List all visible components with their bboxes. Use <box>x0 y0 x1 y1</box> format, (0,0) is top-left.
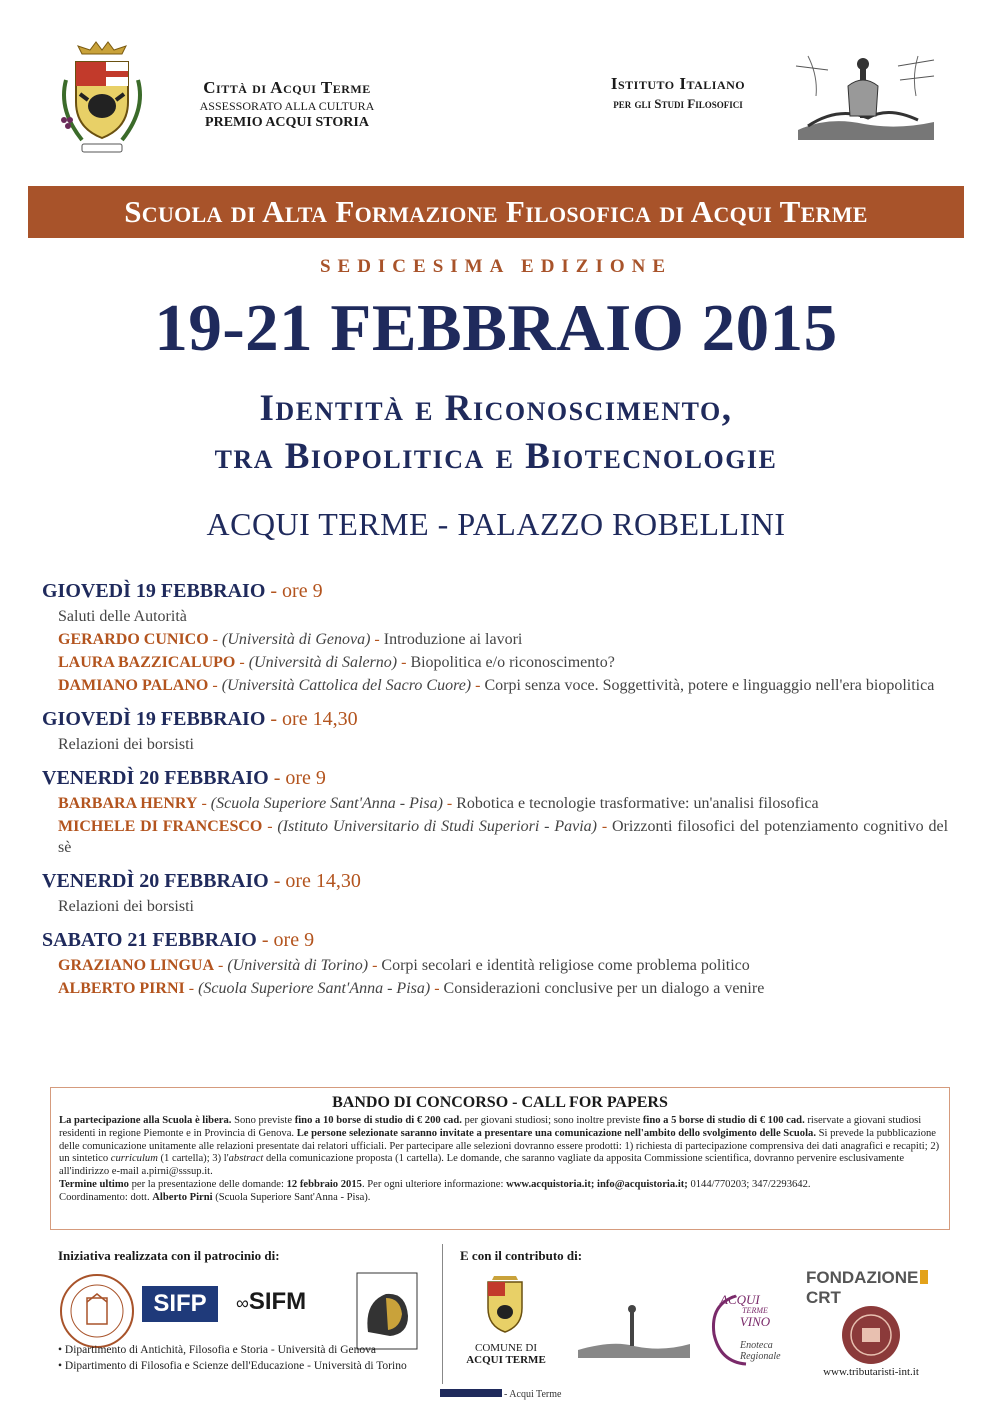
day-time: - ore 14,30 <box>268 870 361 892</box>
contributo-label: E con il contributo di: <box>460 1248 583 1263</box>
crt-text: CRT <box>806 1288 841 1307</box>
vino-line-3: VINO <box>739 1314 771 1329</box>
dept-genova: • Dipartimento di Antichità, Filosofia e Storia - Università di Genova <box>58 1344 376 1356</box>
day-name: GIOVEDÌ 19 FEBBRAIO <box>42 708 266 730</box>
talk-title: Introduzione ai lavori <box>383 631 523 648</box>
program-item: DAMIANO PALANO - (Università Cattolica del Sacro Cuore) - Corpi senza voce. Soggettività, potere e linguaggio nell'era biopolitica <box>58 677 935 694</box>
cfp-text: abstract <box>228 1153 264 1165</box>
premio: PREMIO ACQUI STORIA <box>205 115 369 130</box>
patrocinio-label: Iniziativa realizzata con il patrocinio di: <box>58 1248 280 1263</box>
affiliation: (Scuola Superiore Sant'Anna - Pisa) <box>210 795 443 812</box>
affiliation: (Università di Torino) <box>227 957 369 974</box>
cfp-text: fino a 5 borse di studio di € 100 cad. <box>642 1115 805 1126</box>
cfp-text: Le persone selezionate saranno invitate a presentare una comunicazione nell'ambito dello svolgimento delle Scuola. <box>296 1127 816 1139</box>
engraving-logo-icon <box>788 46 942 146</box>
affiliation: (Scuola Superiore Sant'Anna - Pisa) <box>198 980 431 997</box>
program-item: GRAZIANO LINGUA - (Università di Torino) - Corpi secolari e identità religiose come problema politico <box>58 957 750 974</box>
call-for-papers-box <box>50 1087 950 1230</box>
day-heading <box>42 868 948 894</box>
day-heading <box>42 765 948 791</box>
institute-sub: per gli Studi Filosofici <box>613 96 743 111</box>
cfp-text: (Scuola Superiore Sant'Anna - Pisa). <box>212 1191 371 1203</box>
talk-title: Robotica e tecnologie trasformative: un'analisi filosofica <box>456 795 819 812</box>
cfp-text: . Per ogni ulteriore informazione: <box>361 1178 507 1190</box>
cfp-text: per la presentazione delle domande: <box>128 1178 287 1190</box>
tributaristi-url[interactable]: www.tributaristi-int.it <box>823 1366 919 1378</box>
day-section <box>42 868 948 917</box>
day-name: VENERDÌ 20 FEBBRAIO <box>42 767 269 789</box>
program-item: Relazioni dei borsisti <box>58 898 194 915</box>
affiliation: (Università di Salerno) <box>248 654 398 671</box>
event-subtitle <box>0 385 992 481</box>
printer-text: - Acqui Terme <box>504 1389 562 1400</box>
acqui-terme-crest-icon <box>52 40 152 158</box>
affiliation: (Istituto Universitario di Studi Superiori - Pavia) <box>277 818 597 835</box>
institute-block <box>572 74 784 112</box>
cfp-text: (1 cartella); 3) l' <box>157 1153 229 1165</box>
subtitle-line-1: Identità e Riconoscimento, <box>259 388 733 429</box>
speaker: LAURA BAZZICALUPO <box>58 654 236 671</box>
speaker: GRAZIANO LINGUA <box>58 957 215 974</box>
institute-name: Istituto Italiano <box>610 74 746 93</box>
banner-title: Scuola di Alta Formazione Filosofica di Acqui Terme <box>124 194 868 229</box>
program-item: Relazioni dei borsisti <box>58 736 194 753</box>
day-time: - ore 9 <box>268 767 326 789</box>
event-date: 19-21 FEBBRAIO 2015 <box>154 291 838 365</box>
speaker: ALBERTO PIRNI <box>58 980 185 997</box>
footer-divider <box>442 1244 443 1384</box>
venue: ACQUI TERME - PALAZZO ROBELLINI <box>206 506 786 542</box>
printer-logo-icon <box>440 1389 502 1397</box>
day-heading <box>42 578 948 604</box>
speaker: GERARDO CUNICO <box>58 631 209 648</box>
fondazione-crt-logo <box>806 1268 942 1307</box>
talk-title: Corpi secolari e identità religiose come problema politico <box>381 957 750 974</box>
program-item: MICHELE DI FRANCESCO - (Istituto Universitario di Studi Superiori - Pavia) - Orizzonti filosofici del potenziamento cognitivo del sè <box>58 818 949 856</box>
printer-credit <box>440 1389 561 1400</box>
tributaristi-seal-icon <box>840 1304 902 1366</box>
day-heading <box>42 706 948 732</box>
city-name: Città di Acqui Terme <box>203 78 371 97</box>
cfp-text: fino a 10 borse di studio di € 200 cad. <box>294 1115 462 1126</box>
cfp-text: per giovani studiosi; sono inoltre previste <box>461 1115 643 1126</box>
day-name: GIOVEDÌ 19 FEBBRAIO <box>42 580 266 602</box>
cfp-text: riservate a giovani studiosi residenti in regione Piemonte e in Provincia di Genova. <box>59 1115 922 1139</box>
subtitle-line-2: tra Biopolitica e Biotecnologie <box>214 436 778 477</box>
edition: SEDICESIMA EDIZIONE <box>319 256 673 277</box>
acqui-terme-vino-logo <box>706 1290 792 1370</box>
enoteca-line-1: Enoteca <box>740 1340 773 1351</box>
affiliation: (Università Cattolica del Sacro Cuore) <box>221 677 472 694</box>
fondazione-text: FONDAZIONE <box>806 1268 919 1287</box>
sifp-logo <box>142 1286 218 1322</box>
enoteca-line-2: Regionale <box>740 1351 781 1362</box>
city-block <box>162 78 412 131</box>
program-item: BARBARA HENRY - (Scuola Superiore Sant'Anna - Pisa) - Robotica e tecnologie trasformative: un'analisi filosofica <box>58 795 819 812</box>
school-banner <box>28 186 964 238</box>
comune-label <box>446 1342 566 1366</box>
speaker: DAMIANO PALANO <box>58 677 209 694</box>
talk-title: Biopolitica e/o riconoscimento? <box>410 654 615 671</box>
comune-line-1: COMUNE DI <box>474 1342 538 1354</box>
talk-title: Corpi senza voce. Soggettività, potere e linguaggio nell'era biopolitica <box>484 677 935 694</box>
dept-torino: • Dipartimento di Filosofia e Scienze dell'Educazione - Università di Torino <box>58 1360 407 1372</box>
program-item: Saluti delle Autorità <box>58 608 187 625</box>
day-time: - ore 14,30 <box>265 708 358 730</box>
cfp-text: curriculum <box>110 1153 158 1165</box>
sifp-text: SIFP <box>153 1290 207 1317</box>
cfp-text: della comunicazione proposta (1 cartella). Le domande, che saranno vagliate da apposita Commissione scientifica, dovranno pervenire esclusivamente all'indirizzo e-mail a.pirni@sssup.it. <box>59 1153 905 1178</box>
affiliation: (Università di Genova) <box>222 631 371 648</box>
cfp-body <box>59 1115 941 1205</box>
day-section <box>42 765 948 858</box>
program-item: GERARDO CUNICO - (Università di Genova) - Introduzione ai lavori <box>58 631 523 648</box>
day-heading <box>42 927 948 953</box>
sifm-logo: ∞SIFM <box>236 1288 307 1315</box>
day-time: - ore 9 <box>265 580 323 602</box>
assessorato: ASSESSORATO ALLA CULTURA <box>199 99 375 113</box>
comune-crest-icon <box>478 1272 532 1338</box>
cfp-text: Termine ultimo <box>59 1178 129 1190</box>
cfp-text: 12 febbraio 2015 <box>286 1178 362 1190</box>
neuroethics-society-logo-icon <box>356 1272 418 1350</box>
header-left <box>52 40 412 160</box>
sifm-text: SIFM <box>248 1288 307 1315</box>
cfp-text: Si prevede la pubblicazione delle comunicazione unitamente alle relazioni presentate dai relatori ufficiali. Per partecipare alle selezioni dovranno essere prodotti: 1) richiesta di partecipazione comprensiva dei dati anagrafici e recapiti; 2) un sintetico <box>59 1127 940 1165</box>
day-time: - ore 9 <box>256 929 315 951</box>
cfp-text: Alberto Pirni <box>152 1191 213 1203</box>
day-section <box>42 927 948 999</box>
cfp-link[interactable]: www.acquistoria.it; info@acquistoria.it; <box>506 1178 688 1190</box>
cfp-text: 0144/770203; 347/2293642. <box>687 1178 811 1190</box>
enoteca-text <box>740 1340 781 1362</box>
cfp-text: Coordinamento: dott. <box>59 1191 153 1203</box>
cfp-text: Sono previste <box>231 1115 295 1126</box>
sant-anna-seal-icon <box>58 1272 136 1350</box>
day-name: SABATO 21 FEBBRAIO <box>42 929 257 951</box>
talk-title: Considerazioni conclusive per un dialogo a venire <box>443 980 765 997</box>
vino-line-2: TERME <box>742 1306 768 1315</box>
programme <box>42 578 948 1009</box>
program-item: LAURA BAZZICALUPO - (Università di Salerno) - Biopolitica e/o riconoscimento? <box>58 654 615 671</box>
talk-title: Orizzonti filosofici del potenziamento cognitivo del sè <box>58 818 949 856</box>
program-item: ALBERTO PIRNI - (Scuola Superiore Sant'Anna - Pisa) - Considerazioni conclusive per un dialogo a venire <box>58 980 765 997</box>
vino-line-1: ACQUI <box>720 1292 760 1307</box>
vino-text <box>720 1294 790 1327</box>
day-section <box>42 706 948 755</box>
day-name: VENERDÌ 20 FEBBRAIO <box>42 870 269 892</box>
speaker: MICHELE DI FRANCESCO <box>58 818 263 835</box>
speaker: BARBARA HENRY <box>58 795 198 812</box>
comune-line-2: ACQUI TERME <box>466 1354 546 1366</box>
day-section <box>42 578 948 696</box>
cfp-text: La partecipazione alla Scuola è libera. <box>59 1115 232 1126</box>
engraving-small-icon <box>572 1298 696 1362</box>
cfp-title: BANDO DI CONCORSO - CALL FOR PAPERS <box>332 1094 668 1111</box>
